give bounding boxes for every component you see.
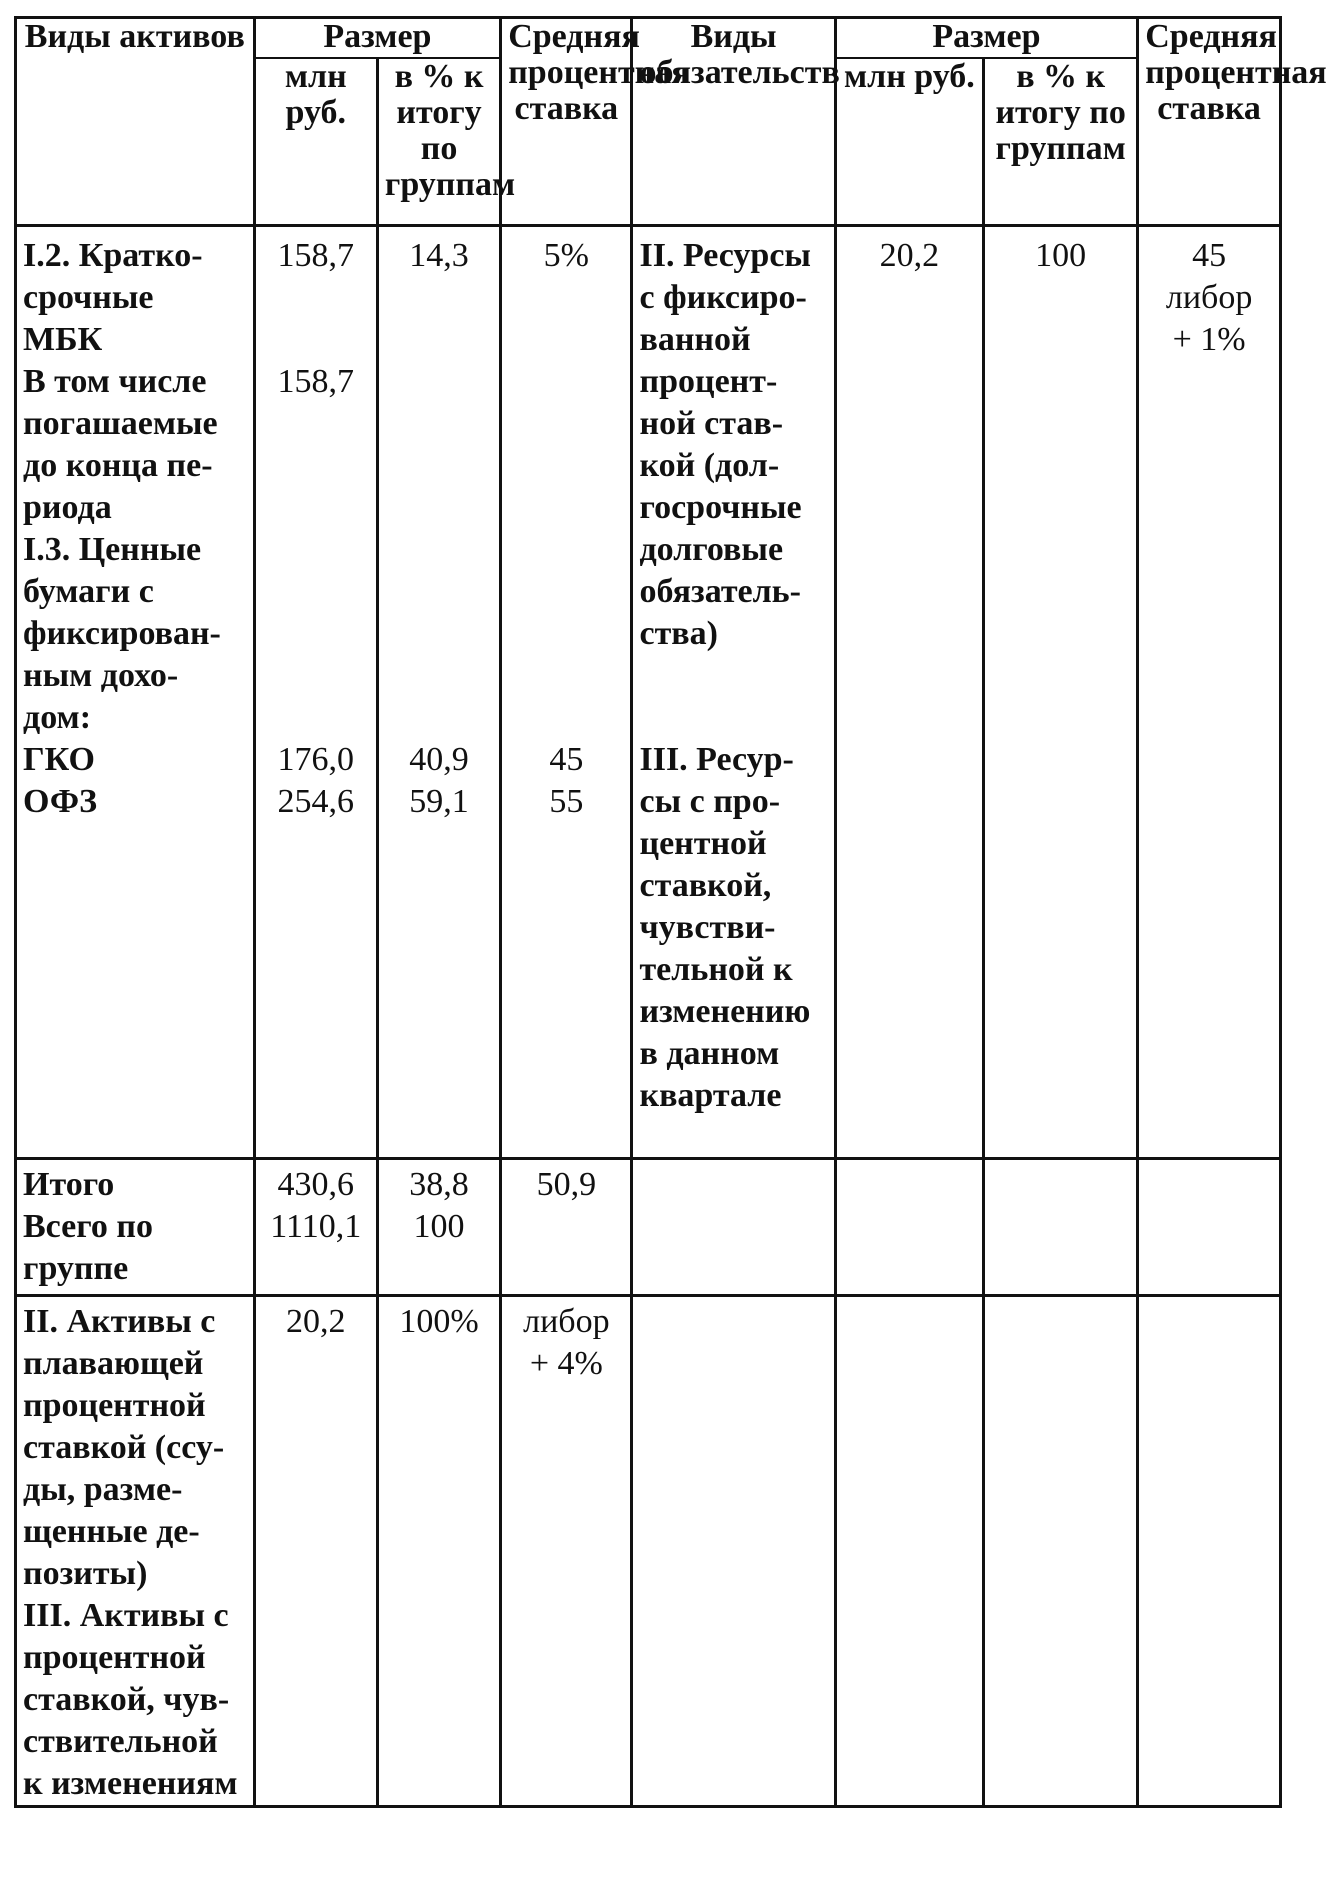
asset-line: плавающей (23, 1345, 204, 1382)
header-mln-rub-liabilities: млн руб. (835, 58, 983, 226)
asset-line: ставкой (ссу- (23, 1429, 225, 1466)
asset-line: МБК (23, 321, 103, 358)
asset-line: срочные (23, 279, 154, 316)
asset-line: позиты) (23, 1555, 148, 1592)
section-1-liabilities-cell (632, 226, 835, 1159)
asset-line: к изменениям (23, 1765, 238, 1802)
header-pct-liabilities: в % к итогу по группам (984, 58, 1138, 226)
liability-value-pct: 100 (1035, 237, 1087, 274)
totals-empty-cell (835, 1159, 983, 1296)
itogo-pct: 38,8 (409, 1166, 469, 1203)
header-mln-rub-assets: млн руб. (254, 58, 377, 226)
asset-line: ды, разме- (23, 1471, 183, 1508)
gap-analysis-table (14, 16, 1327, 1808)
liability-line: госрочные (639, 489, 802, 526)
asset-line: дом: (23, 699, 92, 736)
asset-line: процентной (23, 1639, 206, 1676)
liability-line: ванной (639, 321, 751, 358)
liability-line: долговые (639, 531, 784, 568)
value-pct: 40,9 (409, 741, 469, 778)
value-rate: 45 (549, 741, 584, 778)
asset-line: ствительной (23, 1723, 218, 1760)
asset-line: погашаемые (23, 405, 218, 442)
asset-line: I.3. Ценные (23, 531, 202, 568)
liability-line: процент- (639, 363, 778, 400)
liability-rate-line: 45 (1192, 237, 1227, 274)
section-1-assets-cell (16, 226, 255, 1159)
liability-value-mln: 20,2 (879, 237, 940, 274)
asset-line: ОФЗ (23, 783, 98, 820)
itogo-label: Итого (23, 1166, 115, 1203)
section-1-liab-mln-cell (835, 226, 983, 1159)
asset-line: ГКО (23, 741, 95, 778)
asset-line: III. Активы с (23, 1597, 229, 1634)
header-pct-assets: в % к итогу по группам (377, 58, 500, 226)
totals-mln-cell (254, 1159, 377, 1296)
liability-line: сы с про- (639, 783, 781, 820)
totals-row (16, 1159, 1281, 1296)
liability-line: изменению (639, 993, 811, 1030)
value-rate: 5% (543, 237, 589, 274)
section-2-pct-cell (377, 1296, 500, 1807)
section-2-assets-cell (16, 1296, 255, 1807)
asset-line: фиксирован- (23, 615, 221, 652)
header-liability-types: Виды обязательств (632, 18, 835, 226)
totals-pct-cell (377, 1159, 500, 1296)
asset-line: бумаги с (23, 573, 154, 610)
asset-line: щенные де- (23, 1513, 200, 1550)
itogo-mln: 430,6 (277, 1166, 354, 1203)
section-1-rate-cell (501, 226, 632, 1159)
liability-line: ства) (639, 615, 718, 652)
asset-line: процентной (23, 1387, 206, 1424)
liability-line: III. Ресур- (639, 741, 794, 778)
liability-line: кой (дол- (639, 447, 780, 484)
rate-line: + 4% (529, 1345, 603, 1382)
asset-line: II. Активы с (23, 1303, 216, 1340)
itogo-rate: 50,9 (536, 1166, 597, 1203)
liability-rate-line: либор (1165, 279, 1253, 316)
section-2-empty-cell (984, 1296, 1138, 1807)
totals-label-cell (16, 1159, 255, 1296)
section-2-empty-cell (632, 1296, 835, 1807)
liability-line: ной став- (639, 405, 784, 442)
value-mln: 158,7 (277, 237, 354, 274)
value-rate: 55 (549, 783, 584, 820)
section-2-empty-cell (1138, 1296, 1281, 1807)
header-avg-rate-assets: Средняя процентная ставка (501, 18, 632, 226)
header-row-1 (16, 18, 1281, 59)
vsego-pct: 100 (413, 1208, 465, 1245)
header-size-assets: Размер (254, 18, 501, 59)
value-mln: 158,7 (277, 363, 354, 400)
vsego-label: группе (23, 1250, 129, 1287)
totals-empty-cell (632, 1159, 835, 1296)
liability-line: II. Ресурсы (639, 237, 811, 274)
header-asset-types: Виды активов (16, 18, 255, 226)
totals-empty-cell (1138, 1159, 1281, 1296)
section-1-pct-cell (377, 226, 500, 1159)
section-1-row (16, 226, 1281, 1159)
section-2-rate-cell (501, 1296, 632, 1807)
value-pct: 100% (399, 1303, 479, 1340)
section-2-row (16, 1296, 1281, 1807)
liability-rate-line: + 1% (1172, 321, 1246, 358)
section-2-empty-cell (835, 1296, 983, 1807)
section-1-liab-rate-cell (1138, 226, 1281, 1159)
asset-line: риода (23, 489, 112, 526)
rate-line: либор (523, 1303, 610, 1340)
totals-rate-cell (501, 1159, 632, 1296)
section-1-mln-cell (254, 226, 377, 1159)
asset-line: ставкой, чув- (23, 1681, 230, 1718)
value-pct: 14,3 (409, 237, 469, 274)
liability-line: обязатель- (639, 573, 801, 610)
header-avg-rate-liabilities: Средняя процентная ставка (1138, 18, 1281, 226)
liability-line: квартале (639, 1077, 782, 1114)
liability-line: чувстви- (639, 909, 776, 946)
value-mln: 176,0 (277, 741, 354, 778)
asset-line: ным дохо- (23, 657, 179, 694)
vsego-label: Всего по (23, 1208, 153, 1245)
value-pct: 59,1 (409, 783, 469, 820)
liability-line: с фиксиро- (639, 279, 807, 316)
totals-empty-cell (984, 1159, 1138, 1296)
liability-line: тельной к (639, 951, 793, 988)
liability-line: центной (639, 825, 767, 862)
value-mln: 254,6 (277, 783, 354, 820)
liability-line: в данном (639, 1035, 780, 1072)
section-1-liab-pct-cell (984, 226, 1138, 1159)
asset-line: до конца пе- (23, 447, 213, 484)
asset-line: I.2. Кратко- (23, 237, 203, 274)
value-mln: 20,2 (285, 1303, 346, 1340)
asset-line: В том числе (23, 363, 207, 400)
section-2-mln-cell (254, 1296, 377, 1807)
vsego-mln: 1110,1 (270, 1208, 362, 1245)
header-size-liabilities: Размер (835, 18, 1138, 59)
liability-line: ставкой, (639, 867, 772, 904)
